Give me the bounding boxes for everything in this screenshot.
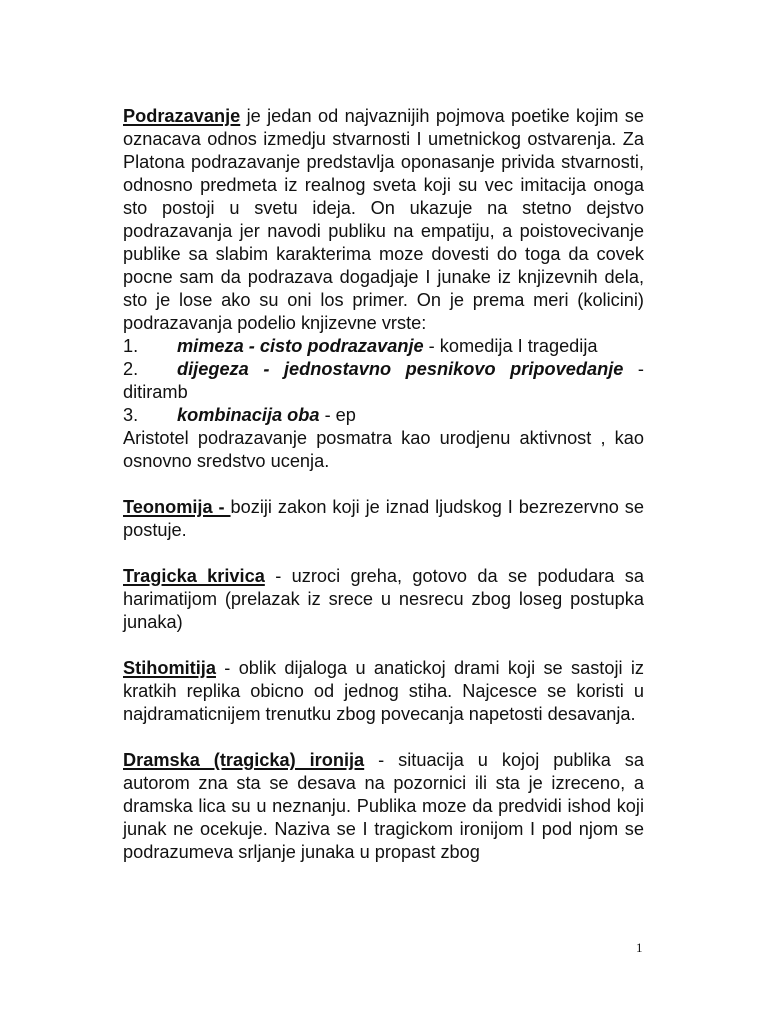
term-tragicka-krivica: Tragicka krivica [123, 566, 265, 586]
definition-stihomitija: - oblik dijaloga u anatickoj drami koji se sastoji iz kratkih replika obicno od jednog stiha. Najcesce se koristi u najdramaticnijem trenutku zbog povecanja napetosti desavanja. [123, 658, 644, 724]
list-item-emphasis: mimeza - cisto podrazavanje [177, 336, 424, 356]
list-item-continuation: ditiramb [123, 382, 188, 402]
term-podrazavanje: Podrazavanje [123, 106, 241, 126]
list-item-emphasis: dijegeza - jednostavno pesnikovo pripovedanje [177, 359, 624, 379]
definition-dramska-ironija: - situacija u kojoj publika sa autorom zna sta se desava na pozornici ili sta je izreceno, a dramska lica su u neznanju. Publika moze da predvidi ishod koji junak ne ocekuje. Naziva se I tragickom ironijom I pod njom se podrazumeva srljanje junaka u propast zbog [123, 750, 644, 862]
paragraph-podrazavanje [123, 105, 644, 335]
paragraph-teonomija [123, 496, 644, 542]
list-item-text [177, 358, 644, 381]
list-item-rest: - ep [319, 405, 356, 425]
term-teonomija: Teonomija - [123, 497, 231, 517]
definition-podrazavanje: je jedan od najvaznijih pojmova poetike kojim se oznacava odnos izmedju stvarnosti I umetnickog ostvarenja. Za Platona podrazavanje predstavlja oponasanje privida stvarnosti, odnosno predmeta iz realnog sveta koji su vec imitacija onoga sto postoji u svetu ideja. On ukazuje na stetno dejstvo podrazavanja jer navodi publiku na empatiju, a poistovecivanje publike sa slabim karakterima moze dovesti do toga da covek pocne sam da podrazava dogadjaje I junake iz knjizevnih dela, sto je lose ako su oni los primer. On je prema meri (kolicini) podrazavanja podelio knjizevne vrste: [123, 106, 644, 333]
list-number: 1. [123, 336, 139, 356]
list-number: 2. [123, 359, 139, 379]
list-item-3 [123, 404, 644, 427]
list-item-text [177, 335, 644, 358]
paragraph-stihomitija [123, 657, 644, 726]
paragraph-dramska-ironija [123, 749, 644, 864]
list-item-rest: - komedija I tragedija [423, 336, 598, 356]
definition-teonomija: boziji zakon koji je iznad ljudskog I bezrezervno se postuje. [123, 497, 644, 540]
definition-tragicka-krivica: - uzroci greha, gotovo da se podudara sa harimatijom (prelazak iz srece u nesrecu zbog loseg postupka junaka) [123, 566, 644, 632]
list-item-1 [123, 335, 644, 358]
term-dramska-ironija: Dramska (tragicka) ironija [123, 750, 365, 770]
list-item-text [177, 404, 644, 427]
paragraph-tragicka-krivica [123, 565, 644, 634]
list-number: 3. [123, 405, 139, 425]
term-stihomitija: Stihomitija [123, 658, 216, 678]
document-body [123, 105, 644, 864]
paragraph-aristotel: Aristotel podrazavanje posmatra kao urodjenu aktivnost , kao osnovno sredstvo ucenja. [123, 428, 644, 471]
list-item-emphasis: kombinacija oba [177, 405, 320, 425]
list-item-2 [123, 358, 644, 381]
list-item-rest: - [623, 359, 644, 379]
page-number: 1 [636, 940, 643, 955]
